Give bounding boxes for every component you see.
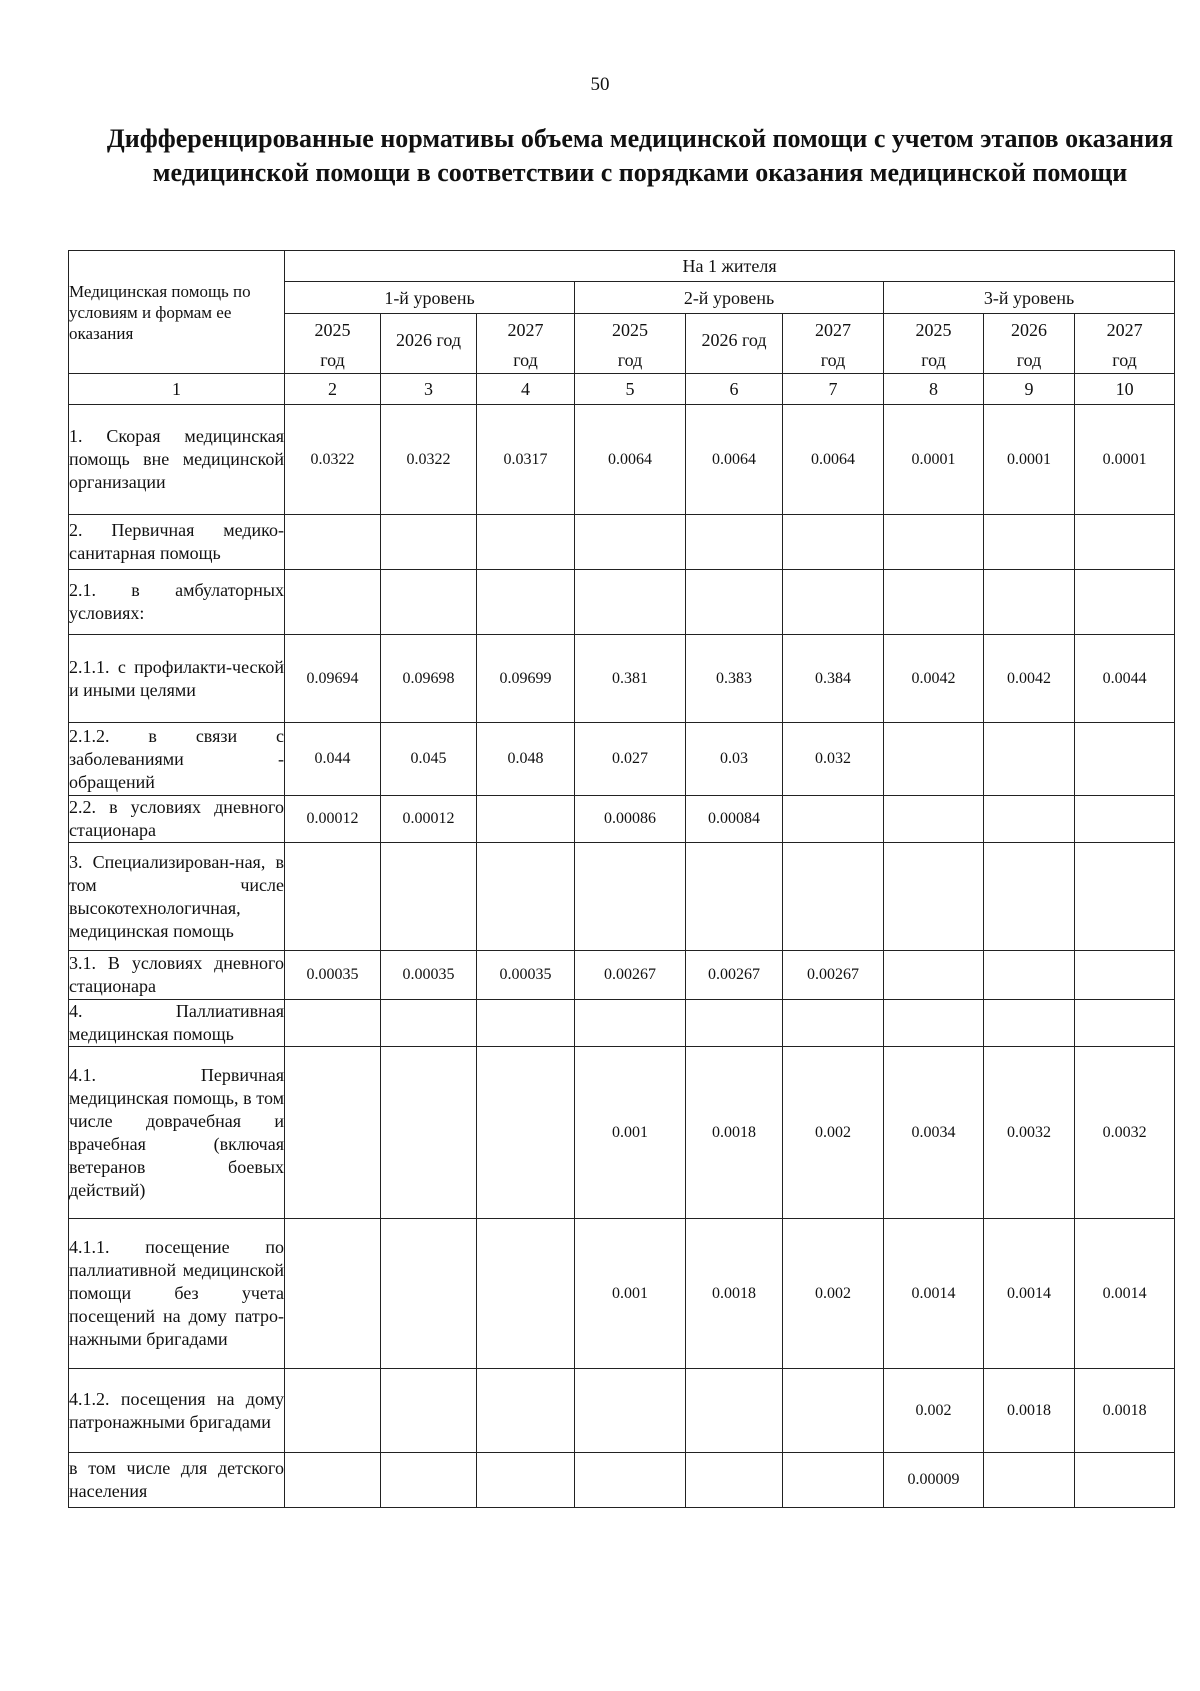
value-cell (884, 723, 984, 796)
value-cell (783, 1000, 884, 1047)
value-cell: 0.384 (783, 635, 884, 723)
value-cell (381, 1000, 477, 1047)
header-level-2: 2-й уровень (575, 282, 884, 314)
value-cell (884, 570, 984, 635)
header-year (575, 314, 686, 374)
header-level-3: 3-й уровень (884, 282, 1175, 314)
header-level-1: 1-й уровень (285, 282, 575, 314)
value-cell: 0.0044 (1075, 635, 1175, 723)
value-cell: 0.0014 (984, 1219, 1075, 1369)
value-cell (575, 1000, 686, 1047)
value-cell: 0.0064 (575, 405, 686, 515)
value-cell (381, 843, 477, 951)
value-cell: 0.00084 (686, 796, 783, 843)
value-cell (285, 1369, 381, 1453)
value-cell (285, 515, 381, 570)
value-cell (575, 1369, 686, 1453)
column-number: 4 (477, 374, 575, 405)
header-year (477, 314, 575, 374)
value-cell: 0.002 (783, 1219, 884, 1369)
table-row (69, 843, 1175, 951)
value-cell (575, 570, 686, 635)
row-label: 3. Специализирован-ная, в том числе высокотехнологичная, медицинская помощь (69, 843, 285, 951)
table-row (69, 635, 1175, 723)
value-cell: 0.0042 (984, 635, 1075, 723)
row-label: 2.2. в условиях дневного стационара (69, 796, 285, 843)
value-cell (477, 515, 575, 570)
value-cell (477, 1000, 575, 1047)
header-year (984, 314, 1075, 374)
row-label: 3.1. В условиях дневного стационара (69, 951, 285, 1000)
value-cell: 0.001 (575, 1219, 686, 1369)
column-number: 2 (285, 374, 381, 405)
column-number: 7 (783, 374, 884, 405)
value-cell (1075, 515, 1175, 570)
header-year-value: 2025 (915, 319, 952, 340)
value-cell: 0.002 (884, 1369, 984, 1453)
value-cell (1075, 951, 1175, 1000)
value-cell (783, 1369, 884, 1453)
value-cell (1075, 843, 1175, 951)
header-row-group (69, 251, 1175, 282)
value-cell (1075, 1000, 1175, 1047)
row-label: в том числе для детского населения (69, 1453, 285, 1508)
value-cell (477, 1047, 575, 1219)
header-year (884, 314, 984, 374)
value-cell (1075, 723, 1175, 796)
header-year-value: 2025 (612, 319, 648, 340)
value-cell (783, 1453, 884, 1508)
value-cell: 0.0014 (884, 1219, 984, 1369)
value-cell (686, 1369, 783, 1453)
header-year-value: 2027 (507, 319, 544, 340)
value-cell (1075, 570, 1175, 635)
value-cell: 0.0042 (884, 635, 984, 723)
row-label: 4.1. Первичная медицинская помощь, в том числе доврачебная и врачебная (включая ветеранов боевых действий) (69, 1047, 285, 1219)
value-cell (285, 570, 381, 635)
header-year (1075, 314, 1175, 374)
value-cell: 0.027 (575, 723, 686, 796)
value-cell (783, 570, 884, 635)
table-row (69, 1369, 1175, 1453)
norms-table (68, 250, 1175, 1508)
value-cell: 0.00012 (285, 796, 381, 843)
value-cell (381, 1219, 477, 1369)
table-row (69, 1047, 1175, 1219)
value-cell: 0.09698 (381, 635, 477, 723)
value-cell: 0.044 (285, 723, 381, 796)
table-row (69, 1453, 1175, 1508)
value-cell: 0.383 (686, 635, 783, 723)
value-cell: 0.03 (686, 723, 783, 796)
value-cell: 0.00035 (477, 951, 575, 1000)
value-cell (984, 843, 1075, 951)
value-cell (1075, 1453, 1175, 1508)
value-cell: 0.00012 (381, 796, 477, 843)
value-cell (381, 1369, 477, 1453)
value-cell (984, 515, 1075, 570)
value-cell: 0.0032 (1075, 1047, 1175, 1219)
row-label: 2.1.2. в связи с заболеваниями - обращений (69, 723, 285, 796)
header-year-unit: год (320, 349, 345, 370)
header-year-value: 2027 (1106, 319, 1143, 340)
value-cell: 0.001 (575, 1047, 686, 1219)
table-row (69, 1219, 1175, 1369)
value-cell: 0.0001 (884, 405, 984, 515)
value-cell: 0.0018 (686, 1047, 783, 1219)
value-cell (285, 1000, 381, 1047)
header-year (381, 314, 477, 374)
table-row (69, 570, 1175, 635)
value-cell: 0.00267 (575, 951, 686, 1000)
value-cell (575, 515, 686, 570)
value-cell (783, 796, 884, 843)
value-cell: 0.0034 (884, 1047, 984, 1219)
value-cell: 0.0064 (783, 405, 884, 515)
value-cell: 0.0317 (477, 405, 575, 515)
header-group-per-resident: На 1 жителя (285, 251, 1175, 282)
header-year-unit: год (820, 349, 846, 370)
value-cell (984, 951, 1075, 1000)
value-cell: 0.032 (783, 723, 884, 796)
value-cell (984, 1000, 1075, 1047)
value-cell (285, 1219, 381, 1369)
header-row-label: Медицинская помощь по условиям и формам ее оказания (69, 251, 285, 374)
value-cell: 0.09699 (477, 635, 575, 723)
value-cell (1075, 796, 1175, 843)
value-cell (686, 1453, 783, 1508)
header-year-unit: год (1112, 349, 1137, 370)
column-number: 8 (884, 374, 984, 405)
value-cell (984, 723, 1075, 796)
row-label: 4.1.1. посещение по паллиативной медицинской помощи без учета посещений на дому патро-нажными бригадами (69, 1219, 285, 1369)
value-cell: 0.0018 (686, 1219, 783, 1369)
value-cell (381, 515, 477, 570)
column-number: 3 (381, 374, 477, 405)
value-cell (884, 843, 984, 951)
value-cell: 0.00086 (575, 796, 686, 843)
header-year-value: 2025 (314, 319, 351, 340)
value-cell: 0.0018 (984, 1369, 1075, 1453)
row-label: 4. Паллиативная медицинская помощь (69, 1000, 285, 1047)
value-cell: 0.0001 (984, 405, 1075, 515)
value-cell (686, 1000, 783, 1047)
value-cell (381, 1453, 477, 1508)
value-cell: 0.0322 (381, 405, 477, 515)
row-label: 2.1.1. с профилакти-ческой и иными целями (69, 635, 285, 723)
header-year-unit: год (1016, 349, 1042, 370)
column-number: 6 (686, 374, 783, 405)
value-cell: 0.0322 (285, 405, 381, 515)
document-title: Дифференцированные нормативы объема медицинской помощи с учетом этапов оказания медицинской помощи в соответствии с порядками оказания медицинской помощи (106, 124, 1174, 187)
value-cell (984, 796, 1075, 843)
value-cell (686, 843, 783, 951)
value-cell (477, 1369, 575, 1453)
value-cell (984, 1453, 1075, 1508)
header-year (783, 314, 884, 374)
value-cell (884, 515, 984, 570)
value-cell: 0.00267 (783, 951, 884, 1000)
value-cell (285, 1047, 381, 1219)
value-cell (285, 1453, 381, 1508)
value-cell (381, 570, 477, 635)
header-row-column-numbers (69, 374, 1175, 405)
value-cell (686, 515, 783, 570)
header-year-unit: год (921, 349, 946, 370)
header-year-unit: год (513, 349, 538, 370)
value-cell: 0.00035 (285, 951, 381, 1000)
value-cell (381, 1047, 477, 1219)
value-cell: 0.09694 (285, 635, 381, 723)
value-cell: 0.00267 (686, 951, 783, 1000)
value-cell: 0.0032 (984, 1047, 1075, 1219)
value-cell: 0.0018 (1075, 1369, 1175, 1453)
value-cell (477, 1453, 575, 1508)
header-year-value: 2027 (815, 319, 851, 340)
table-row (69, 796, 1175, 843)
value-cell (477, 843, 575, 951)
row-label: 1. Скорая медицинская помощь вне медицинской организации (69, 405, 285, 515)
value-cell: 0.0001 (1075, 405, 1175, 515)
row-label: 4.1.2. посещения на дому патронажными бригадами (69, 1369, 285, 1453)
row-label: 2. Первичная медико-санитарная помощь (69, 515, 285, 570)
table-row (69, 1000, 1175, 1047)
header-year-value: 2026 год (701, 329, 767, 350)
value-cell (783, 515, 884, 570)
value-cell: 0.0064 (686, 405, 783, 515)
value-cell: 0.00035 (381, 951, 477, 1000)
value-cell (884, 951, 984, 1000)
value-cell: 0.381 (575, 635, 686, 723)
header-year-unit: год (617, 349, 643, 370)
value-cell: 0.048 (477, 723, 575, 796)
column-number: 5 (575, 374, 686, 405)
value-cell: 0.0014 (1075, 1219, 1175, 1369)
column-number: 1 (69, 374, 285, 405)
table-row (69, 405, 1175, 515)
value-cell: 0.00009 (884, 1453, 984, 1508)
value-cell: 0.002 (783, 1047, 884, 1219)
value-cell (575, 843, 686, 951)
column-number: 10 (1075, 374, 1175, 405)
value-cell: 0.045 (381, 723, 477, 796)
value-cell (884, 1000, 984, 1047)
value-cell (477, 796, 575, 843)
table-row (69, 723, 1175, 796)
row-label: 2.1. в амбулаторных условиях: (69, 570, 285, 635)
value-cell (477, 1219, 575, 1369)
table-row (69, 515, 1175, 570)
header-year-value: 2026 (1011, 319, 1047, 340)
value-cell (686, 570, 783, 635)
table-row (69, 951, 1175, 1000)
value-cell (477, 570, 575, 635)
value-cell (783, 843, 884, 951)
page-number: 50 (590, 74, 610, 95)
value-cell (884, 796, 984, 843)
value-cell (285, 843, 381, 951)
header-year-value: 2026 год (395, 329, 462, 350)
value-cell (575, 1453, 686, 1508)
header-year (686, 314, 783, 374)
column-number: 9 (984, 374, 1075, 405)
value-cell (984, 570, 1075, 635)
header-year (285, 314, 381, 374)
